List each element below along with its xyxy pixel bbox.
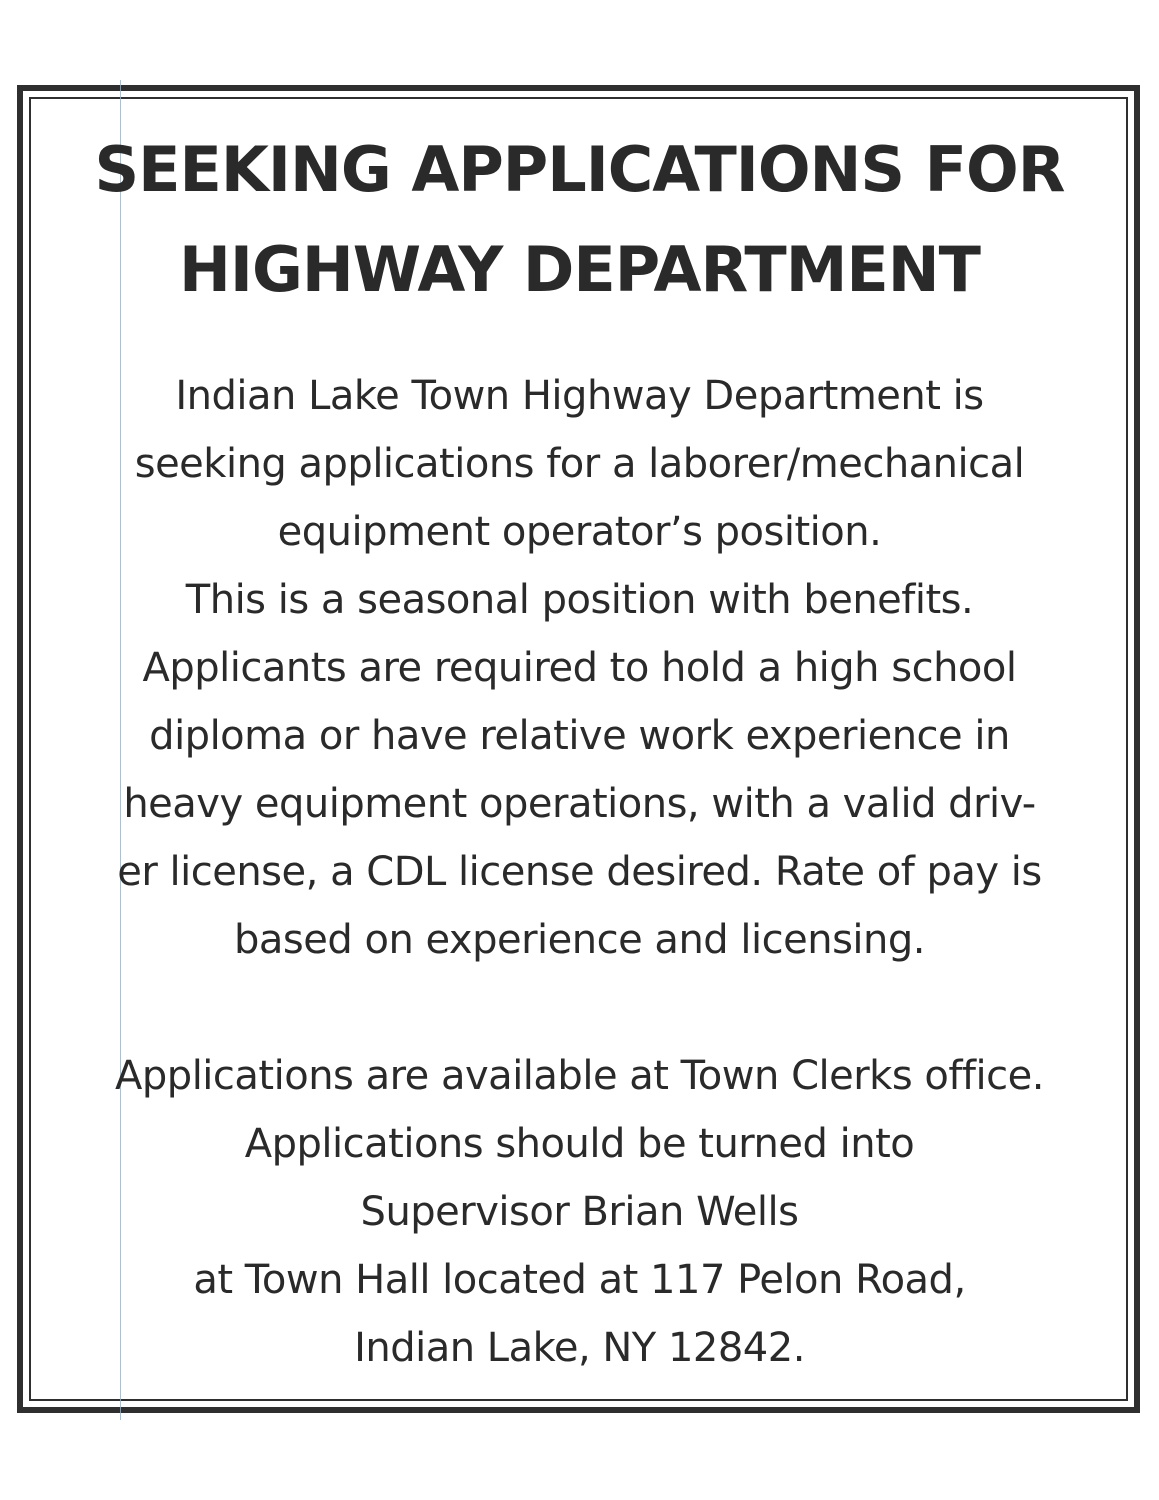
paragraph-line: Indian Lake Town Highway Department is bbox=[175, 373, 984, 419]
title-line: HIGHWAY DEPARTMENT bbox=[179, 233, 980, 306]
paragraph-line: Applicants are required to hold a high school bbox=[142, 645, 1017, 691]
paragraph-line: heavy equipment operations, with a valid driv- bbox=[123, 781, 1036, 827]
notice-title bbox=[40, 120, 1119, 320]
instruction-line: at Town Hall located at 117 Pelon Road, bbox=[193, 1257, 966, 1303]
paragraph-line: seeking applications for a laborer/mechanical bbox=[134, 441, 1025, 487]
paragraph-line: diploma or have relative work experience in bbox=[149, 713, 1010, 759]
paragraph-line: er license, a CDL license desired. Rate of pay is bbox=[117, 849, 1042, 895]
paragraph-line: equipment operator’s position. bbox=[277, 509, 882, 555]
instruction-line: Applications should be turned into bbox=[244, 1121, 915, 1167]
title-line: SEEKING APPLICATIONS FOR bbox=[94, 133, 1065, 206]
paragraph-line: This is a seasonal position with benefits. bbox=[185, 577, 974, 623]
instruction-line: Applications are available at Town Clerks office. bbox=[115, 1053, 1044, 1099]
notice-body bbox=[40, 362, 1119, 1382]
notice-content bbox=[40, 120, 1119, 1382]
instruction-line: Indian Lake, NY 12842. bbox=[354, 1325, 805, 1371]
instruction-line: Supervisor Brian Wells bbox=[360, 1189, 799, 1235]
paragraph-line: based on experience and licensing. bbox=[234, 917, 925, 963]
paragraph-gap bbox=[40, 974, 1119, 1042]
